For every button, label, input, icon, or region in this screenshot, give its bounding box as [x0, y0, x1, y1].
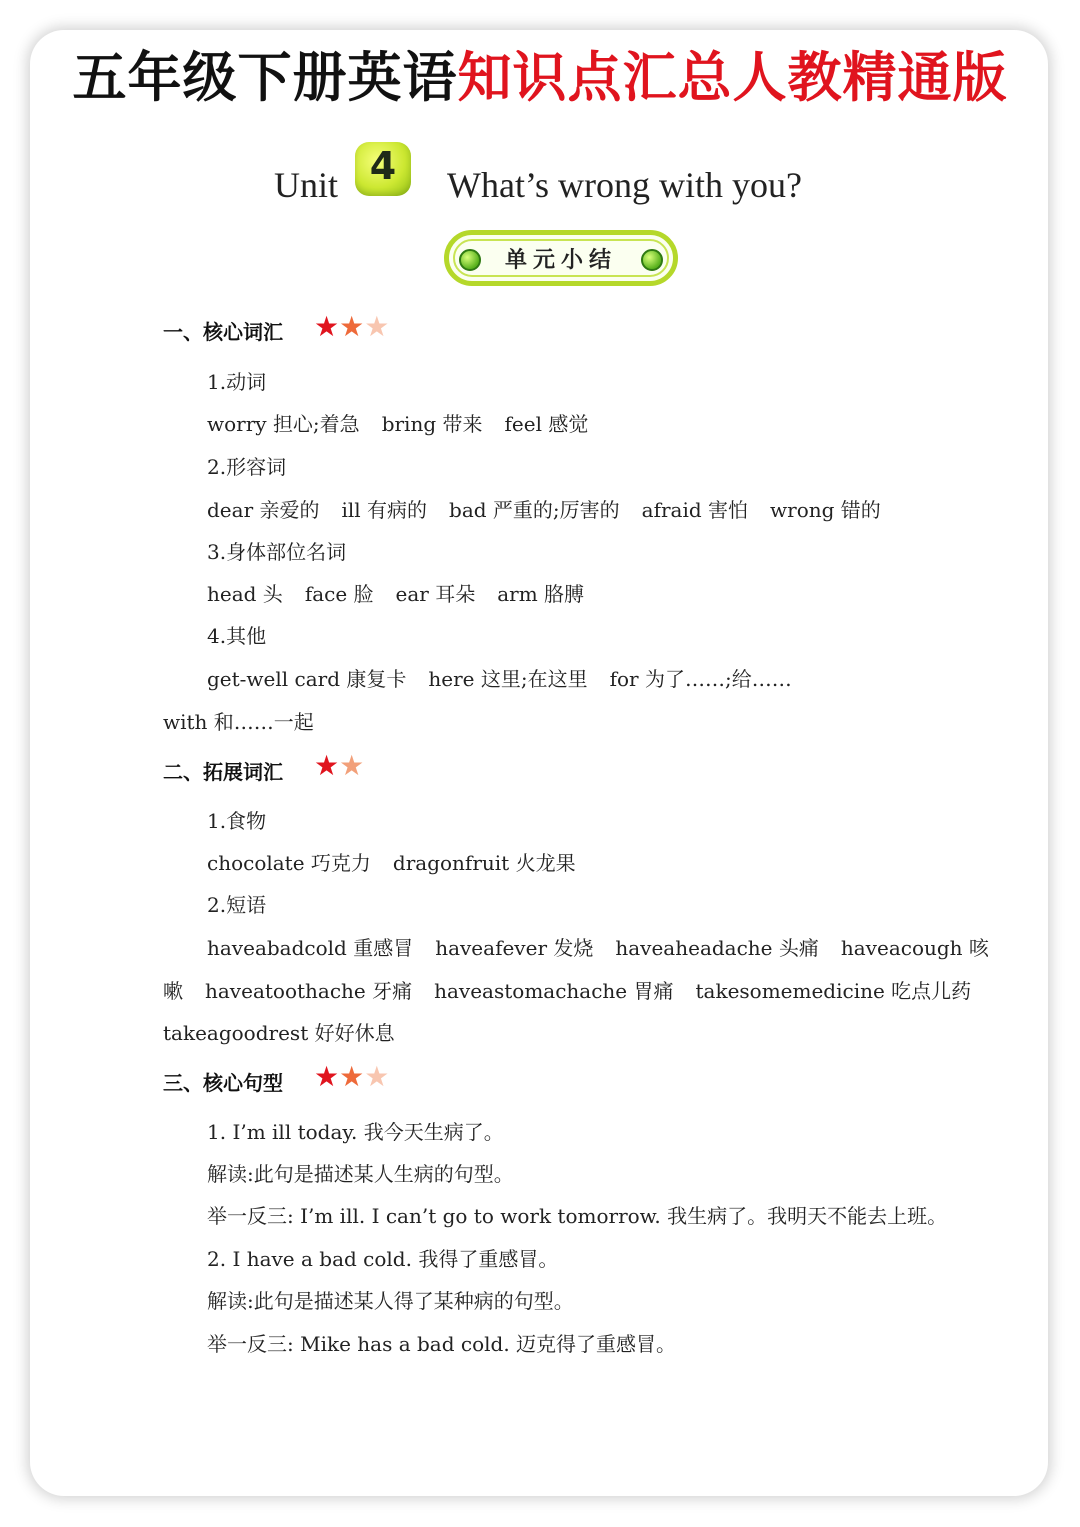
star-icon: ★: [339, 749, 365, 782]
verbs-line: [207, 408, 588, 437]
section-heading-core-sentences: 三、核心句型: [163, 1071, 283, 1095]
adjectives-line: [207, 494, 881, 523]
star-icon: ★: [339, 1060, 365, 1093]
vocab-item: head 头: [207, 582, 283, 606]
phrase-item: haveastomachache 胃痛: [434, 979, 674, 1003]
vocab-item: ill 有病的: [341, 498, 428, 522]
section-heading-extended-vocab: 二、拓展词汇: [163, 760, 283, 784]
unit-header: [0, 140, 1080, 220]
unit-word: Unit: [274, 165, 339, 205]
vocab-item: worry 担心;着急: [207, 412, 360, 436]
vocab-item: chocolate 巧克力: [207, 851, 371, 875]
phrases-line-1: [207, 932, 989, 961]
banner-title-black: 五年级下册英语: [72, 46, 458, 109]
phrase-item: haveatoothache 牙痛: [205, 979, 413, 1003]
star-icon: ★: [314, 749, 340, 782]
vocab-item: for 为了……;给……: [609, 667, 792, 691]
food-line: [207, 847, 576, 876]
vocab-item: get-well card 康复卡: [207, 667, 407, 691]
section-heading-core-vocab: 一、核心词汇: [163, 320, 283, 344]
vocab-item: dragonfruit 火龙果: [392, 851, 576, 875]
phrase-item: takesomemedicine 吃点儿药: [695, 979, 972, 1003]
phrase-item: haveaheadache 头痛: [615, 936, 819, 960]
phrases-line-3: takeagoodrest 好好休息: [163, 1021, 395, 1045]
body-parts-line: [207, 578, 584, 607]
explanation-line: 解读:此句是描述某人生病的句型。: [207, 1162, 514, 1186]
vocab-item: arm 胳膊: [497, 582, 585, 606]
vocab-item: wrong 错的: [770, 498, 881, 522]
star-icon: ★: [314, 310, 340, 343]
sentence-line: 2. I have a bad cold. 我得了重感冒。: [207, 1247, 559, 1271]
star-rating: [314, 310, 390, 343]
vocab-item: dear 亲爱的: [207, 498, 320, 522]
vocab-item: here 这里;在这里: [428, 667, 588, 691]
half-star-icon: ★: [364, 310, 390, 343]
star-icon: ★: [314, 1060, 340, 1093]
subheading-other: 4.其他: [207, 624, 267, 648]
unit-summary-badge: [444, 230, 678, 286]
subheading-body-parts: 3.身体部位名词: [207, 540, 347, 564]
vocab-item: bring 带来: [381, 412, 483, 436]
subheading-food: 1.食物: [207, 809, 267, 833]
other-line-continued: with 和……一起: [163, 710, 314, 734]
example-line: 举一反三: Mike has a bad cold. 迈克得了重感冒。: [207, 1332, 677, 1356]
phrase-item: haveabadcold 重感冒: [207, 936, 414, 960]
subheading-verbs: 1.动词: [207, 370, 267, 394]
explanation-line: 解读:此句是描述某人得了某种病的句型。: [207, 1289, 574, 1313]
phrase-item: haveafever 发烧: [435, 936, 594, 960]
page-banner: [0, 42, 1080, 114]
subheading-phrases: 2.短语: [207, 893, 267, 917]
vocab-item: feel 感觉: [504, 412, 589, 436]
vocab-item: face 脸: [304, 582, 374, 606]
star-icon: ★: [339, 310, 365, 343]
vocab-item: ear 耳朵: [395, 582, 476, 606]
other-line: [207, 663, 792, 692]
unit-number-badge: [355, 142, 411, 196]
unit-number: 4: [369, 144, 397, 188]
phrases-line-2: [163, 975, 971, 1004]
star-rating: [314, 749, 365, 782]
star-rating: [314, 1060, 390, 1093]
sentence-line: 1. I’m ill today. 我今天生病了。: [207, 1120, 504, 1144]
banner-title-red: 知识点汇总人教精通版: [457, 46, 1008, 109]
summary-label: 单元小结: [504, 248, 617, 273]
phrase-item: haveacough 咳: [840, 936, 989, 960]
subheading-adjectives: 2.形容词: [207, 455, 287, 479]
example-line: 举一反三: I’m ill. I can’t go to work tomorrow. 我生病了。我明天不能去上班。: [207, 1204, 948, 1228]
vocab-item: bad 严重的;厉害的: [449, 498, 620, 522]
unit-title: What’s wrong with you?: [447, 165, 802, 205]
half-star-icon: ★: [364, 1060, 390, 1093]
vocab-item: afraid 害怕: [641, 498, 749, 522]
phrase-item: 嗽: [163, 979, 183, 1003]
